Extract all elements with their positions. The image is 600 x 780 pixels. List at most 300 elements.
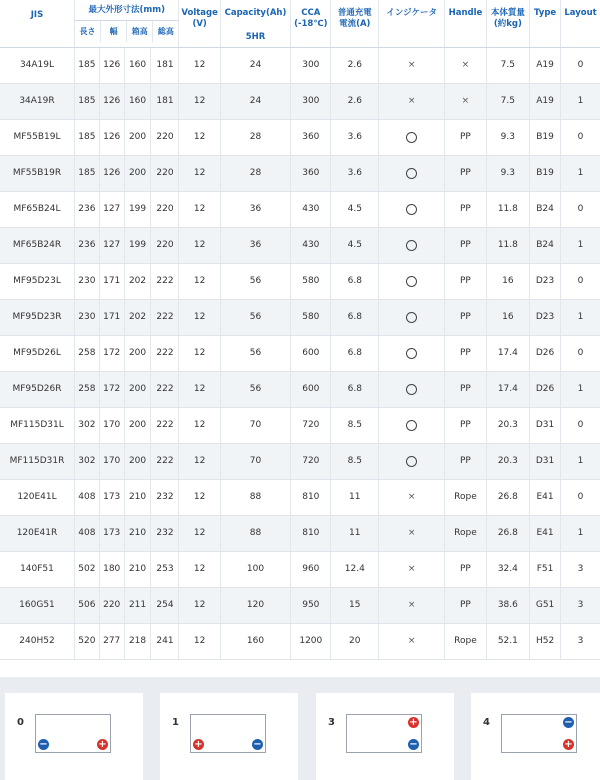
indicator-yes-icon bbox=[406, 168, 417, 179]
cell-charge-current: 2.6 bbox=[331, 83, 379, 119]
header-weight bbox=[486, 0, 529, 47]
cell-handle: PP bbox=[445, 263, 486, 299]
cell-cca: 580 bbox=[291, 263, 331, 299]
cell-indicator bbox=[379, 299, 445, 335]
positive-terminal-icon: + bbox=[194, 739, 203, 750]
cell-box-height: 218 bbox=[124, 623, 151, 659]
header-charge-current bbox=[331, 0, 379, 47]
cell-charge-current: 4.5 bbox=[331, 191, 379, 227]
cell-type: D31 bbox=[530, 407, 561, 443]
header-voltage-line1: Voltage bbox=[181, 8, 218, 18]
cell-jis: MF55B19R bbox=[0, 155, 74, 191]
layout-number: 1 bbox=[172, 717, 179, 728]
cell-box-height: 200 bbox=[124, 371, 151, 407]
cell-jis: MF65B24L bbox=[0, 191, 74, 227]
negative-terminal-icon: − bbox=[253, 739, 262, 750]
table-row bbox=[0, 587, 600, 623]
cell-handle: PP bbox=[445, 227, 486, 263]
cell-layout: 1 bbox=[561, 155, 600, 191]
cell-type: D31 bbox=[530, 443, 561, 479]
cell-width: 170 bbox=[99, 443, 124, 479]
table-row bbox=[0, 371, 600, 407]
cell-jis: MF95D26R bbox=[0, 371, 74, 407]
cell-layout: 0 bbox=[561, 263, 600, 299]
cell-indicator bbox=[379, 263, 445, 299]
cell-jis: MF95D26L bbox=[0, 335, 74, 371]
header-handle: Handle bbox=[445, 0, 486, 47]
cell-handle: PP bbox=[445, 191, 486, 227]
cell-indicator bbox=[379, 479, 445, 515]
indicator-no-icon: × bbox=[407, 564, 416, 574]
cell-width: 170 bbox=[99, 407, 124, 443]
cell-total-height: 222 bbox=[151, 371, 179, 407]
cell-jis: 140F51 bbox=[0, 551, 74, 587]
cell-width: 172 bbox=[99, 335, 124, 371]
cell-cca: 810 bbox=[291, 515, 331, 551]
table-row bbox=[0, 299, 600, 335]
indicator-yes-icon bbox=[406, 240, 417, 251]
header-width: 幅 bbox=[100, 21, 126, 42]
cell-total-height: 253 bbox=[151, 551, 179, 587]
header-cca-line1: CCA bbox=[301, 8, 321, 18]
cell-weight: 38.6 bbox=[486, 587, 529, 623]
cell-jis: 120E41L bbox=[0, 479, 74, 515]
cell-charge-current: 12.4 bbox=[331, 551, 379, 587]
cell-charge-current: 6.8 bbox=[331, 371, 379, 407]
battery-outline bbox=[346, 714, 422, 753]
table-row bbox=[0, 335, 600, 371]
cell-total-height: 254 bbox=[151, 587, 179, 623]
cell-capacity: 56 bbox=[220, 371, 290, 407]
cell-weight: 11.8 bbox=[486, 191, 529, 227]
layout-diagram bbox=[5, 693, 143, 780]
cell-cca: 720 bbox=[291, 407, 331, 443]
cell-cca: 950 bbox=[291, 587, 331, 623]
cell-handle: × bbox=[445, 83, 486, 119]
cell-width: 220 bbox=[99, 587, 124, 623]
cell-handle: PP bbox=[445, 443, 486, 479]
table-row bbox=[0, 407, 600, 443]
cell-weight: 16 bbox=[486, 263, 529, 299]
cell-total-height: 232 bbox=[151, 515, 179, 551]
positive-terminal-icon: + bbox=[409, 717, 418, 728]
table-row bbox=[0, 47, 600, 83]
cell-charge-current: 20 bbox=[331, 623, 379, 659]
cell-jis: 120E41R bbox=[0, 515, 74, 551]
indicator-no-icon: × bbox=[407, 528, 416, 538]
layout-diagram bbox=[160, 693, 298, 780]
cell-handle: PP bbox=[445, 371, 486, 407]
table-header-row bbox=[0, 0, 600, 47]
indicator-no-icon: × bbox=[407, 96, 416, 106]
cell-indicator bbox=[379, 191, 445, 227]
cell-cca: 300 bbox=[291, 83, 331, 119]
cell-layout: 1 bbox=[561, 443, 600, 479]
cell-weight: 52.1 bbox=[486, 623, 529, 659]
cell-capacity: 56 bbox=[220, 263, 290, 299]
cell-total-height: 222 bbox=[151, 263, 179, 299]
cell-total-height: 181 bbox=[151, 47, 179, 83]
cell-voltage: 12 bbox=[179, 227, 220, 263]
cell-capacity: 56 bbox=[220, 335, 290, 371]
cell-type: G51 bbox=[530, 587, 561, 623]
negative-terminal-icon: − bbox=[564, 717, 573, 728]
cell-voltage: 12 bbox=[179, 371, 220, 407]
indicator-no-icon: × bbox=[407, 492, 416, 502]
cell-weight: 26.8 bbox=[486, 515, 529, 551]
cell-cca: 810 bbox=[291, 479, 331, 515]
cell-jis: 240H52 bbox=[0, 623, 74, 659]
cell-capacity: 100 bbox=[220, 551, 290, 587]
header-voltage bbox=[179, 0, 220, 47]
cell-layout: 0 bbox=[561, 407, 600, 443]
cell-capacity: 56 bbox=[220, 299, 290, 335]
header-voltage-line2: (V) bbox=[192, 18, 207, 29]
cell-type: B24 bbox=[530, 227, 561, 263]
header-weight-line2: (約kg) bbox=[493, 18, 522, 29]
cell-layout: 1 bbox=[561, 227, 600, 263]
cell-cca: 580 bbox=[291, 299, 331, 335]
cell-length: 230 bbox=[74, 263, 99, 299]
cell-box-height: 202 bbox=[124, 299, 151, 335]
layout-number: 0 bbox=[17, 717, 24, 728]
cell-total-height: 220 bbox=[151, 227, 179, 263]
header-indicator: インジケータ bbox=[379, 0, 445, 47]
cell-voltage: 12 bbox=[179, 551, 220, 587]
cell-type: D23 bbox=[530, 263, 561, 299]
cell-indicator bbox=[379, 335, 445, 371]
cell-box-height: 210 bbox=[124, 479, 151, 515]
cell-jis: MF115D31L bbox=[0, 407, 74, 443]
header-dimensions bbox=[74, 0, 178, 47]
cell-jis: MF65B24R bbox=[0, 227, 74, 263]
cell-cca: 600 bbox=[291, 335, 331, 371]
cell-charge-current: 11 bbox=[331, 479, 379, 515]
cell-layout: 3 bbox=[561, 587, 600, 623]
cell-width: 127 bbox=[99, 191, 124, 227]
cell-voltage: 12 bbox=[179, 443, 220, 479]
cell-voltage: 12 bbox=[179, 407, 220, 443]
cell-weight: 9.3 bbox=[486, 155, 529, 191]
cell-cca: 960 bbox=[291, 551, 331, 587]
cell-width: 126 bbox=[99, 47, 124, 83]
cell-charge-current: 2.6 bbox=[331, 47, 379, 83]
table-row bbox=[0, 83, 600, 119]
cell-width: 173 bbox=[99, 515, 124, 551]
header-charge-line1: 普通充電 bbox=[337, 8, 372, 18]
cell-jis: MF55B19L bbox=[0, 119, 74, 155]
indicator-no-icon: × bbox=[407, 636, 416, 646]
cell-box-height: 211 bbox=[124, 587, 151, 623]
cell-length: 185 bbox=[74, 119, 99, 155]
cell-charge-current: 15 bbox=[331, 587, 379, 623]
cell-handle: × bbox=[445, 47, 486, 83]
negative-terminal-icon: − bbox=[409, 739, 418, 750]
cell-indicator bbox=[379, 227, 445, 263]
header-cca-line2: (-18℃) bbox=[294, 18, 328, 29]
cell-layout: 3 bbox=[561, 623, 600, 659]
cell-voltage: 12 bbox=[179, 515, 220, 551]
cell-type: E41 bbox=[530, 515, 561, 551]
cell-box-height: 160 bbox=[124, 47, 151, 83]
cell-box-height: 199 bbox=[124, 191, 151, 227]
cell-handle: PP bbox=[445, 155, 486, 191]
cell-layout: 0 bbox=[561, 119, 600, 155]
indicator-yes-icon bbox=[406, 384, 417, 395]
cell-length: 520 bbox=[74, 623, 99, 659]
cell-width: 171 bbox=[99, 299, 124, 335]
table-row bbox=[0, 515, 600, 551]
cell-length: 230 bbox=[74, 299, 99, 335]
cell-indicator bbox=[379, 515, 445, 551]
cell-length: 506 bbox=[74, 587, 99, 623]
cell-capacity: 28 bbox=[220, 155, 290, 191]
cell-capacity: 28 bbox=[220, 119, 290, 155]
cell-capacity: 88 bbox=[220, 515, 290, 551]
cell-jis: 34A19R bbox=[0, 83, 74, 119]
battery-outline bbox=[501, 714, 577, 753]
cell-charge-current: 4.5 bbox=[331, 227, 379, 263]
header-capacity bbox=[220, 0, 290, 47]
cell-width: 127 bbox=[99, 227, 124, 263]
cell-length: 258 bbox=[74, 371, 99, 407]
header-weight-line1: 本体質量 bbox=[490, 8, 525, 18]
positive-terminal-icon: + bbox=[98, 739, 107, 750]
cell-type: B19 bbox=[530, 155, 561, 191]
cell-indicator bbox=[379, 371, 445, 407]
cell-box-height: 210 bbox=[124, 551, 151, 587]
battery-outline bbox=[35, 714, 111, 753]
cell-layout: 1 bbox=[561, 515, 600, 551]
cell-type: B19 bbox=[530, 119, 561, 155]
cell-voltage: 12 bbox=[179, 479, 220, 515]
cell-weight: 32.4 bbox=[486, 551, 529, 587]
cell-voltage: 12 bbox=[179, 335, 220, 371]
indicator-yes-icon bbox=[406, 276, 417, 287]
header-charge-line2: 電流(A) bbox=[339, 18, 371, 29]
cell-handle: Rope bbox=[445, 515, 486, 551]
cell-layout: 1 bbox=[561, 371, 600, 407]
cell-indicator bbox=[379, 587, 445, 623]
cell-weight: 26.8 bbox=[486, 479, 529, 515]
indicator-yes-icon bbox=[406, 420, 417, 431]
cell-cca: 360 bbox=[291, 119, 331, 155]
cell-box-height: 200 bbox=[124, 155, 151, 191]
table-row bbox=[0, 191, 600, 227]
cell-charge-current: 3.6 bbox=[331, 155, 379, 191]
cell-capacity: 36 bbox=[220, 227, 290, 263]
cell-width: 126 bbox=[99, 155, 124, 191]
cell-indicator bbox=[379, 155, 445, 191]
cell-indicator bbox=[379, 407, 445, 443]
cell-voltage: 12 bbox=[179, 191, 220, 227]
cell-handle: Rope bbox=[445, 479, 486, 515]
cell-handle: PP bbox=[445, 407, 486, 443]
cell-voltage: 12 bbox=[179, 47, 220, 83]
cell-length: 408 bbox=[74, 515, 99, 551]
cell-box-height: 199 bbox=[124, 227, 151, 263]
cell-width: 277 bbox=[99, 623, 124, 659]
cell-total-height: 181 bbox=[151, 83, 179, 119]
cell-box-height: 200 bbox=[124, 119, 151, 155]
cell-charge-current: 6.8 bbox=[331, 263, 379, 299]
cell-weight: 17.4 bbox=[486, 371, 529, 407]
cell-weight: 16 bbox=[486, 299, 529, 335]
cell-width: 126 bbox=[99, 83, 124, 119]
cell-handle: PP bbox=[445, 299, 486, 335]
cell-box-height: 160 bbox=[124, 83, 151, 119]
cell-width: 173 bbox=[99, 479, 124, 515]
cell-weight: 7.5 bbox=[486, 47, 529, 83]
table-row bbox=[0, 263, 600, 299]
indicator-no-icon: × bbox=[407, 60, 416, 70]
table-row bbox=[0, 623, 600, 659]
layout-number: 4 bbox=[483, 717, 490, 728]
table-row bbox=[0, 155, 600, 191]
cell-voltage: 12 bbox=[179, 299, 220, 335]
battery-outline bbox=[190, 714, 266, 753]
cell-width: 171 bbox=[99, 263, 124, 299]
cell-total-height: 222 bbox=[151, 407, 179, 443]
cell-cca: 360 bbox=[291, 155, 331, 191]
cell-cca: 1200 bbox=[291, 623, 331, 659]
cell-handle: PP bbox=[445, 587, 486, 623]
cell-length: 502 bbox=[74, 551, 99, 587]
header-length: 長さ bbox=[79, 27, 96, 36]
layout-diagrams bbox=[0, 677, 600, 780]
cell-box-height: 200 bbox=[124, 407, 151, 443]
cell-total-height: 222 bbox=[151, 335, 179, 371]
cell-length: 236 bbox=[74, 227, 99, 263]
cell-charge-current: 6.8 bbox=[331, 299, 379, 335]
cell-width: 126 bbox=[99, 119, 124, 155]
layout-number: 3 bbox=[328, 717, 335, 728]
cell-capacity: 24 bbox=[220, 83, 290, 119]
cell-jis: 34A19L bbox=[0, 47, 74, 83]
cell-total-height: 222 bbox=[151, 443, 179, 479]
cell-layout: 1 bbox=[561, 83, 600, 119]
indicator-yes-icon bbox=[406, 204, 417, 215]
cell-cca: 600 bbox=[291, 371, 331, 407]
cell-layout: 3 bbox=[561, 551, 600, 587]
table-row bbox=[0, 227, 600, 263]
table-row bbox=[0, 479, 600, 515]
header-dimensions-title: 最大外形寸法(mm) bbox=[75, 0, 178, 21]
cell-total-height: 222 bbox=[151, 299, 179, 335]
cell-weight: 17.4 bbox=[486, 335, 529, 371]
cell-type: D26 bbox=[530, 371, 561, 407]
cell-indicator bbox=[379, 83, 445, 119]
header-capacity-5hr: 5HR bbox=[245, 31, 266, 42]
cell-weight: 9.3 bbox=[486, 119, 529, 155]
header-total-height: 総高 bbox=[152, 21, 178, 42]
table-row bbox=[0, 443, 600, 479]
cell-total-height: 220 bbox=[151, 119, 179, 155]
indicator-yes-icon bbox=[406, 348, 417, 359]
cell-weight: 7.5 bbox=[486, 83, 529, 119]
layout-diagram bbox=[316, 693, 454, 780]
cell-box-height: 210 bbox=[124, 515, 151, 551]
cell-voltage: 12 bbox=[179, 119, 220, 155]
indicator-no-icon: × bbox=[407, 600, 416, 610]
cell-type: H52 bbox=[530, 623, 561, 659]
cell-layout: 1 bbox=[561, 299, 600, 335]
cell-cca: 720 bbox=[291, 443, 331, 479]
cell-charge-current: 8.5 bbox=[331, 443, 379, 479]
cell-handle: PP bbox=[445, 335, 486, 371]
cell-length: 185 bbox=[74, 155, 99, 191]
cell-indicator bbox=[379, 623, 445, 659]
table-row bbox=[0, 551, 600, 587]
indicator-yes-icon bbox=[406, 312, 417, 323]
cell-box-height: 202 bbox=[124, 263, 151, 299]
cell-charge-current: 6.8 bbox=[331, 335, 379, 371]
cell-capacity: 120 bbox=[220, 587, 290, 623]
cell-layout: 0 bbox=[561, 191, 600, 227]
header-cca bbox=[291, 0, 331, 47]
cell-voltage: 12 bbox=[179, 263, 220, 299]
cell-total-height: 220 bbox=[151, 191, 179, 227]
cell-type: E41 bbox=[530, 479, 561, 515]
cell-weight: 11.8 bbox=[486, 227, 529, 263]
header-box-height: 箱高 bbox=[126, 21, 152, 42]
cell-type: B24 bbox=[530, 191, 561, 227]
cell-voltage: 12 bbox=[179, 623, 220, 659]
cell-length: 185 bbox=[74, 83, 99, 119]
cell-charge-current: 8.5 bbox=[331, 407, 379, 443]
cell-voltage: 12 bbox=[179, 155, 220, 191]
cell-length: 236 bbox=[74, 191, 99, 227]
cell-capacity: 70 bbox=[220, 407, 290, 443]
cell-layout: 0 bbox=[561, 335, 600, 371]
cell-jis: MF95D23L bbox=[0, 263, 74, 299]
table-row bbox=[0, 119, 600, 155]
header-jis: JIS bbox=[0, 0, 74, 47]
cell-layout: 0 bbox=[561, 479, 600, 515]
cell-type: D23 bbox=[530, 299, 561, 335]
cell-total-height: 232 bbox=[151, 479, 179, 515]
cell-indicator bbox=[379, 47, 445, 83]
cell-jis: 160G51 bbox=[0, 587, 74, 623]
cell-weight: 20.3 bbox=[486, 443, 529, 479]
cell-voltage: 12 bbox=[179, 587, 220, 623]
cell-box-height: 200 bbox=[124, 443, 151, 479]
cell-cca: 430 bbox=[291, 227, 331, 263]
cell-box-height: 200 bbox=[124, 335, 151, 371]
header-type: Type bbox=[530, 0, 561, 47]
cell-capacity: 70 bbox=[220, 443, 290, 479]
cell-voltage: 12 bbox=[179, 83, 220, 119]
cell-cca: 430 bbox=[291, 191, 331, 227]
cell-handle: PP bbox=[445, 551, 486, 587]
layout-diagram bbox=[471, 693, 600, 780]
table-body bbox=[0, 47, 600, 659]
cell-length: 408 bbox=[74, 479, 99, 515]
cell-layout: 0 bbox=[561, 47, 600, 83]
cell-indicator bbox=[379, 443, 445, 479]
cell-width: 180 bbox=[99, 551, 124, 587]
negative-terminal-icon: − bbox=[39, 739, 48, 750]
cell-charge-current: 3.6 bbox=[331, 119, 379, 155]
cell-length: 302 bbox=[74, 407, 99, 443]
cell-indicator bbox=[379, 551, 445, 587]
cell-length: 258 bbox=[74, 335, 99, 371]
cell-capacity: 88 bbox=[220, 479, 290, 515]
indicator-yes-icon bbox=[406, 456, 417, 467]
cell-capacity: 36 bbox=[220, 191, 290, 227]
cell-jis: MF115D31R bbox=[0, 443, 74, 479]
positive-terminal-icon: + bbox=[564, 739, 573, 750]
